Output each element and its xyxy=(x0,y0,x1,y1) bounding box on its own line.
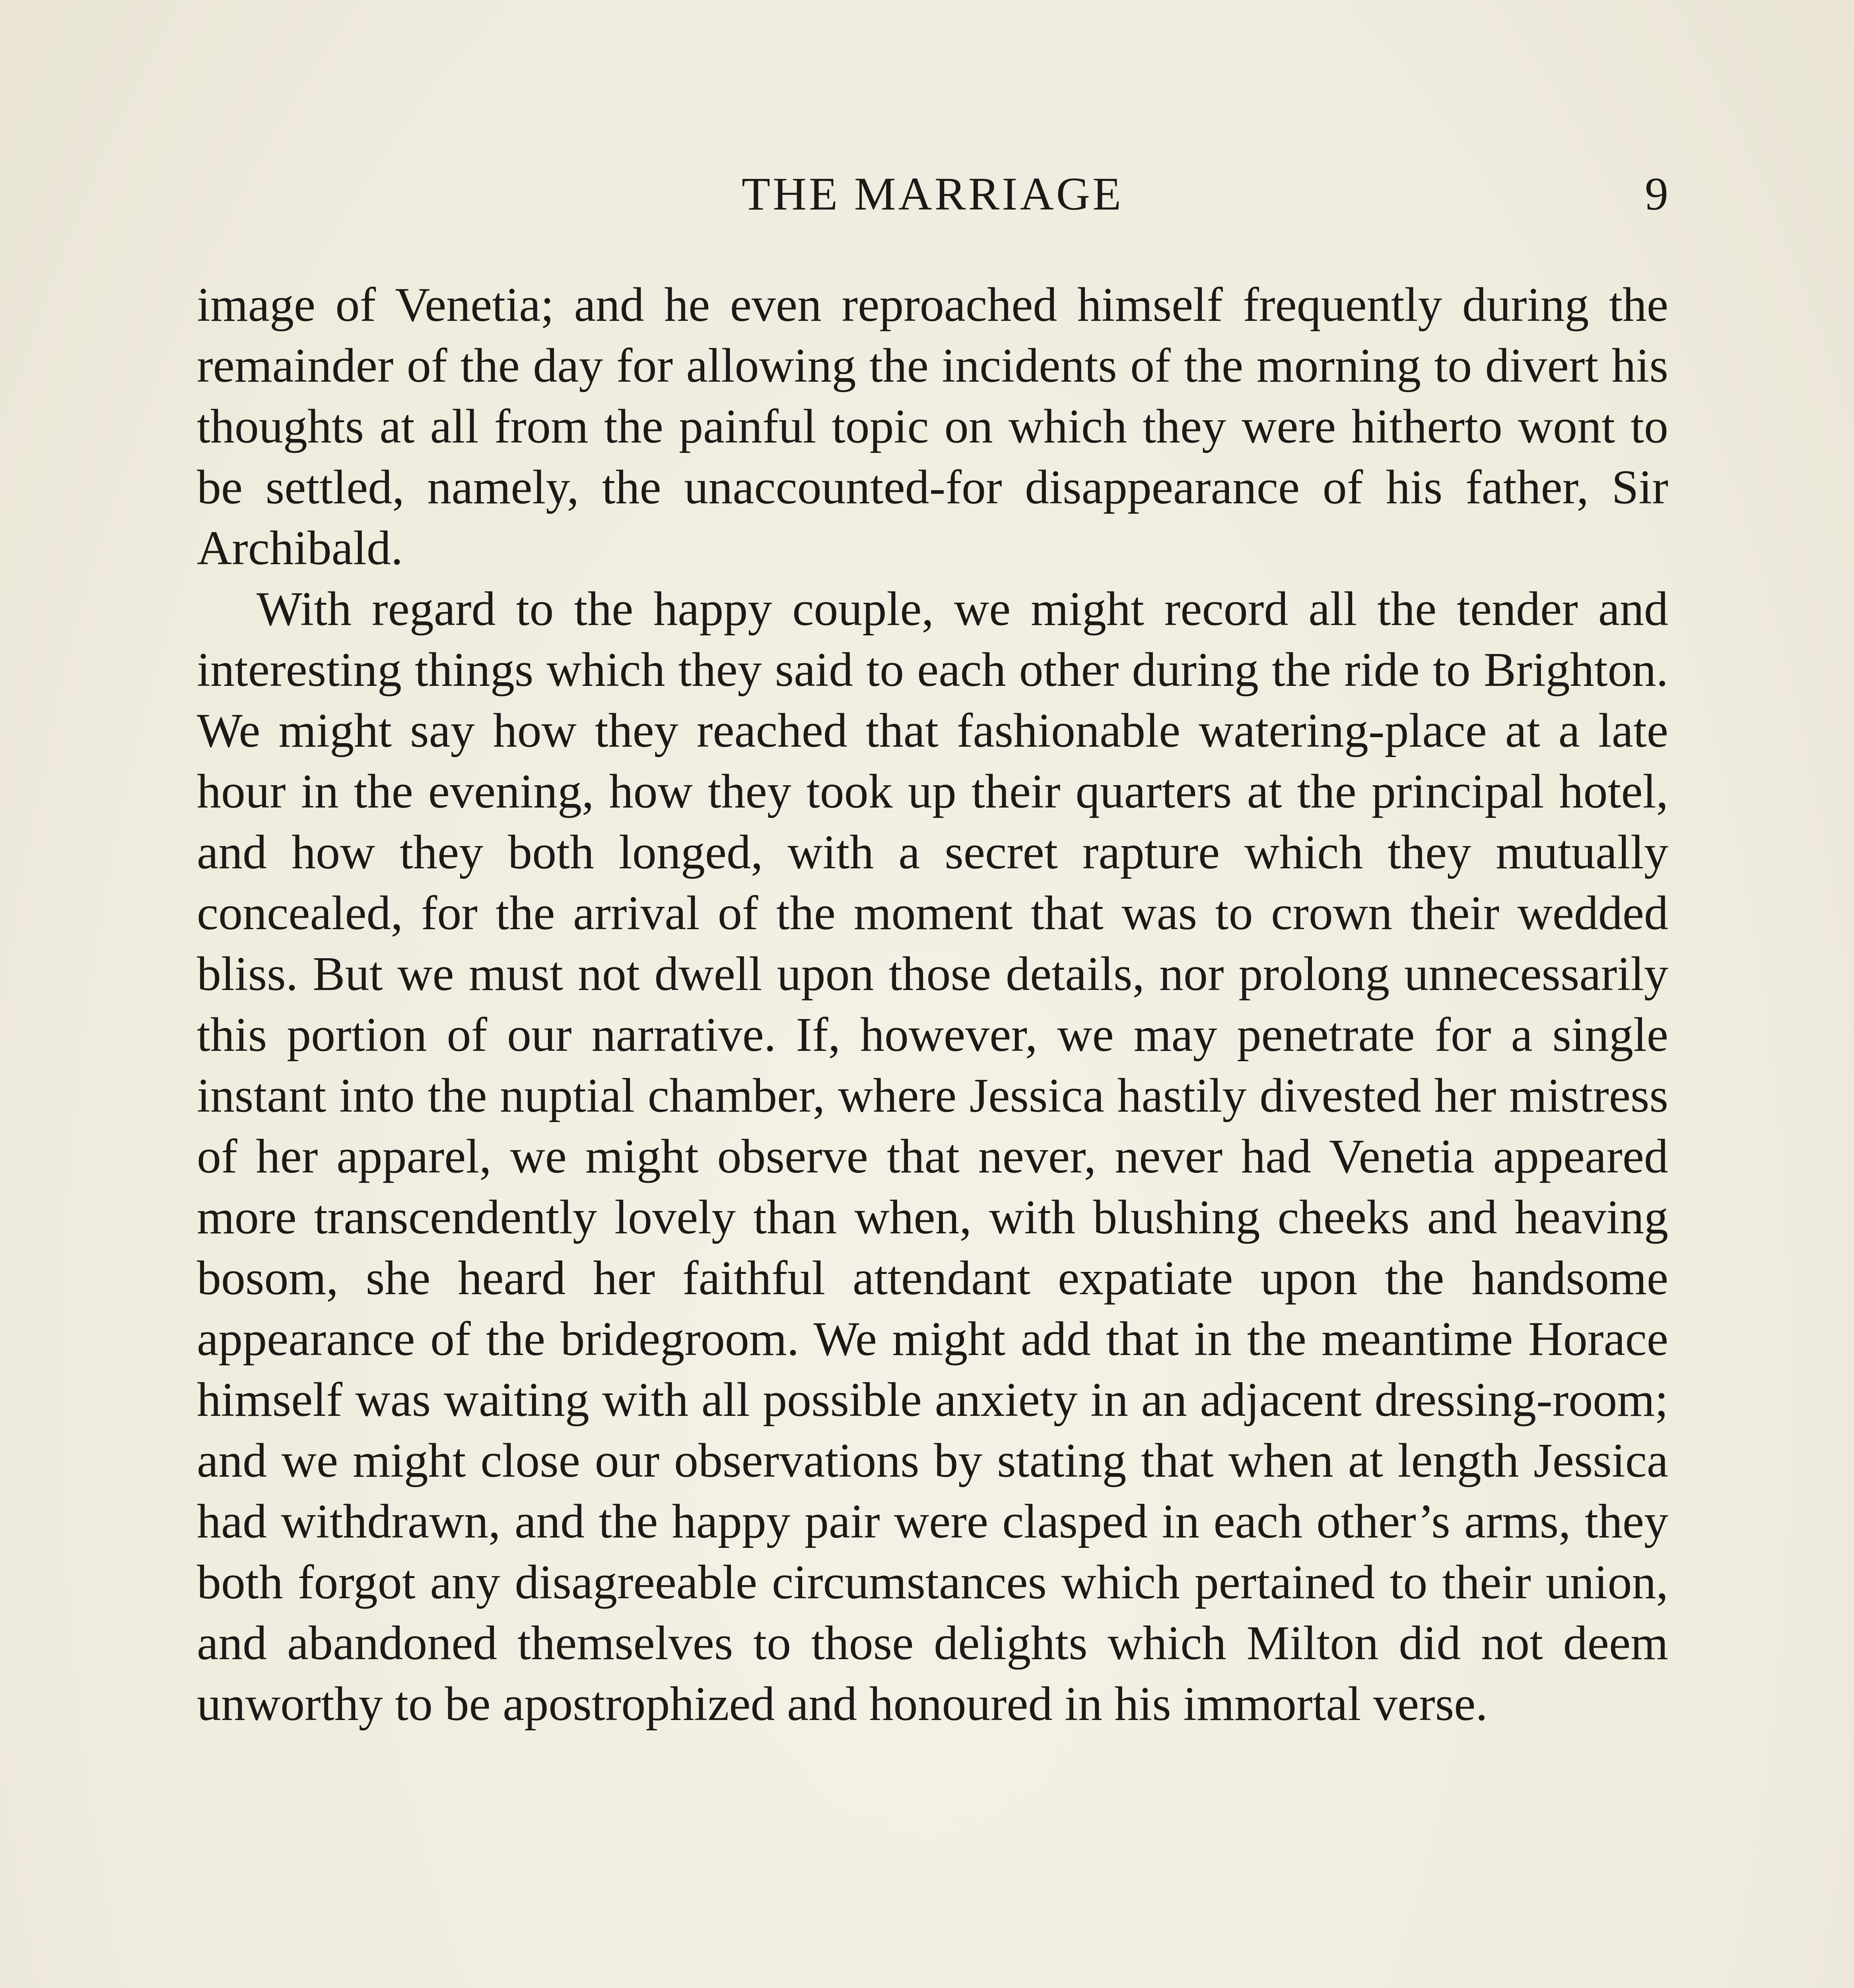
running-title: THE MARRIAGE xyxy=(741,168,1124,220)
paragraph: With regard to the happy couple, we might record all the tender and interesting things which they said to each other during the ride to Brighton. We might say how they reached that fashionable watering-place at a late hour in the evening, how they took up their quarters at the principal hotel, and how they both longed, with a secret rapture which they mutually concealed, for the arrival of the moment that was to crown their wedded bliss. But we must not dwell upon those details, nor prolong unnecessarily this portion of our narrative. If, however, we may penetrate for a single instant into the nuptial chamber, where Jessica hastily divested her mistress of her apparel, we might observe that never, never had Venetia appeared more transcendently lovely than when, with blushing cheeks and heaving bosom, she heard her faithful attendant expatiate upon the handsome appearance of the bridegroom. We might add that in the meantime Horace himself was waiting with all possible anxiety in an adjacent dressing-room; and we might close our observations by stating that when at length Jessica had withdrawn, and the happy pair were clasped in each other’s arms, they both forgot any disagreeable circumstances which pertained to their union, and abandoned themselves to those delights which Milton did not deem unworthy to be apostrophized and honoured in his immortal verse. xyxy=(197,582,1668,1731)
paragraph: image of Venetia; and he even reproached himself frequently during the remainder of the day for allowing the incidents of the morning to divert his thoughts at all from the painful topic on which they were hitherto wont to be settled, namely, the unaccounted-for disappearance of his father, Sir Archibald. xyxy=(197,278,1668,575)
page-number: 9 xyxy=(1645,168,1668,220)
running-head xyxy=(197,167,1668,239)
body-text xyxy=(197,274,1668,1734)
